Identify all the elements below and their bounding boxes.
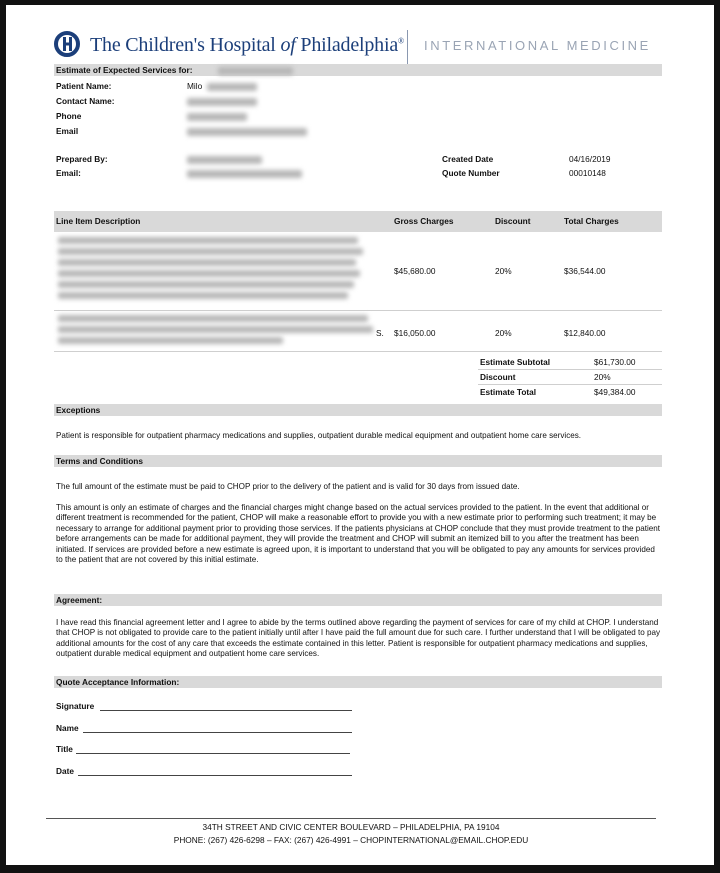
- redacted-description: [58, 315, 368, 322]
- footer-contact: PHONE: (267) 426-6298 – FAX: (267) 426-4991 – CHOPINTERNATIONAL@EMAIL.CHOP.EDU: [173, 835, 529, 845]
- row1-discount: 20%: [495, 266, 512, 276]
- date-line[interactable]: [78, 775, 352, 776]
- created-date: 04/16/2019: [569, 154, 611, 164]
- acceptance-heading: Quote Acceptance Information:: [56, 677, 180, 687]
- header-divider: [407, 30, 408, 64]
- redacted-field: [218, 67, 293, 75]
- row-divider: [54, 310, 662, 311]
- department-name: INTERNATIONAL MEDICINE: [424, 38, 651, 53]
- row2-total: $12,840.00: [564, 328, 606, 338]
- estimate-total-label: Estimate Total: [480, 387, 537, 397]
- agreement-heading: Agreement:: [56, 595, 103, 605]
- terms-paragraph-2: This amount is only an estimate of charges and the financial charges might change based on the actual services provided to the patient. In the event that additional or different treatment is recommended for the patient, CHOP will make a reasonable effort to provide you with a new estimate prior to performing such treatment; it may be necessary to arrange for additional payment prior to providing those services. If the patients physicians at CHOP conclude that they must provide treatment to the patient before arrangements can be made for additional payment, they will provide the treatment and CHOP will submit an itemized bill to you after the treatment has been initiated. If services are provided before a new estimate is agreed upon, it is important to understand that you will be obligated to pay any amounts for services provided to the patient that are not covered by this initial estimate.: [56, 503, 661, 565]
- redacted-field: [187, 156, 262, 164]
- redacted-description: [58, 326, 373, 333]
- estimate-total-value: $49,384.00: [594, 387, 636, 397]
- redacted-field: [187, 98, 257, 106]
- redacted-field: [187, 170, 302, 178]
- document-page: [6, 5, 714, 865]
- title-label: Title: [56, 744, 73, 754]
- row2-gross: $16,050.00: [394, 328, 436, 338]
- column-header-discount: Discount: [495, 216, 531, 226]
- prepared-email-label: Email:: [56, 168, 81, 178]
- subtotal-label: Estimate Subtotal: [480, 357, 551, 367]
- row1-total: $36,544.00: [564, 266, 606, 276]
- footer-divider: [46, 818, 656, 819]
- prepared-by-label: Prepared By:: [56, 154, 108, 164]
- redacted-description: [58, 248, 363, 255]
- exceptions-text: Patient is responsible for outpatient pharmacy medications and supplies, outpatient durable medical equipment and outpatient home care services.: [56, 431, 582, 440]
- subtotal-value: $61,730.00: [594, 357, 636, 367]
- agreement-band: [54, 594, 662, 606]
- redacted-field: [187, 128, 307, 136]
- chop-logo-icon: [54, 31, 80, 57]
- summary-discount-value: 20%: [594, 372, 611, 382]
- redacted-field: [187, 113, 247, 121]
- signature-line[interactable]: [100, 710, 352, 711]
- footer-address: 34TH STREET AND CIVIC CENTER BOULEVARD – PHILADELPHIA, PA 19104: [202, 822, 500, 832]
- redacted-description: [58, 237, 358, 244]
- created-date-label: Created Date: [442, 154, 494, 164]
- quote-number-label: Quote Number: [442, 168, 500, 178]
- signature-label: Signature: [56, 701, 95, 711]
- terms-paragraph-1: The full amount of the estimate must be paid to CHOP prior to the delivery of the patient and is valid for 30 days from issued date.: [56, 482, 520, 491]
- quote-number: 00010148: [569, 168, 606, 178]
- contact-name-label: Contact Name:: [56, 96, 115, 106]
- terms-band: [54, 455, 662, 467]
- exceptions-band: [54, 404, 662, 416]
- terms-heading: Terms and Conditions: [56, 456, 143, 466]
- row-divider: [54, 351, 662, 352]
- exceptions-heading: Exceptions: [56, 405, 101, 415]
- redacted-description: [58, 270, 360, 277]
- row2-discount: 20%: [495, 328, 512, 338]
- estimate-heading: Estimate of Expected Services for:: [56, 65, 193, 75]
- row1-gross: $45,680.00: [394, 266, 436, 276]
- patient-name-label: Patient Name:: [56, 81, 112, 91]
- agreement-text: I have read this financial agreement letter and I agree to abide by the terms outlined above regarding the payment of services for care of my child at CHOP. I understand that CHOP is not obligated to provide care to the patient initially until after I have paid the full amount due for such care. I further understand that I will be obligated to pay additional amounts for the cost of any care that exceeds the estimate contained in this letter. Patient is responsible for outpatient pharmacy medications and supplies, outpatient durable medical equipment and outpatient home care services.: [56, 618, 661, 659]
- email-label: Email: [56, 126, 79, 136]
- date-label: Date: [56, 766, 74, 776]
- redacted-description: [58, 281, 354, 288]
- row2-trailing-text: S.: [376, 328, 384, 338]
- summary-divider: [478, 384, 662, 385]
- column-header-total: Total Charges: [564, 216, 619, 226]
- name-label: Name: [56, 723, 79, 733]
- column-header-description: Line Item Description: [56, 216, 141, 226]
- phone-label: Phone: [56, 111, 82, 121]
- redacted-description: [58, 337, 283, 344]
- patient-first-name: Milo: [187, 81, 203, 91]
- redacted-description: [58, 292, 348, 299]
- summary-discount-label: Discount: [480, 372, 516, 382]
- column-header-gross: Gross Charges: [394, 216, 454, 226]
- hospital-name: The Children's Hospital of Philadelphia®: [90, 34, 404, 56]
- title-line[interactable]: [76, 753, 350, 754]
- name-line[interactable]: [83, 732, 352, 733]
- summary-divider: [478, 369, 662, 370]
- redacted-field: [207, 83, 257, 91]
- redacted-description: [58, 259, 356, 266]
